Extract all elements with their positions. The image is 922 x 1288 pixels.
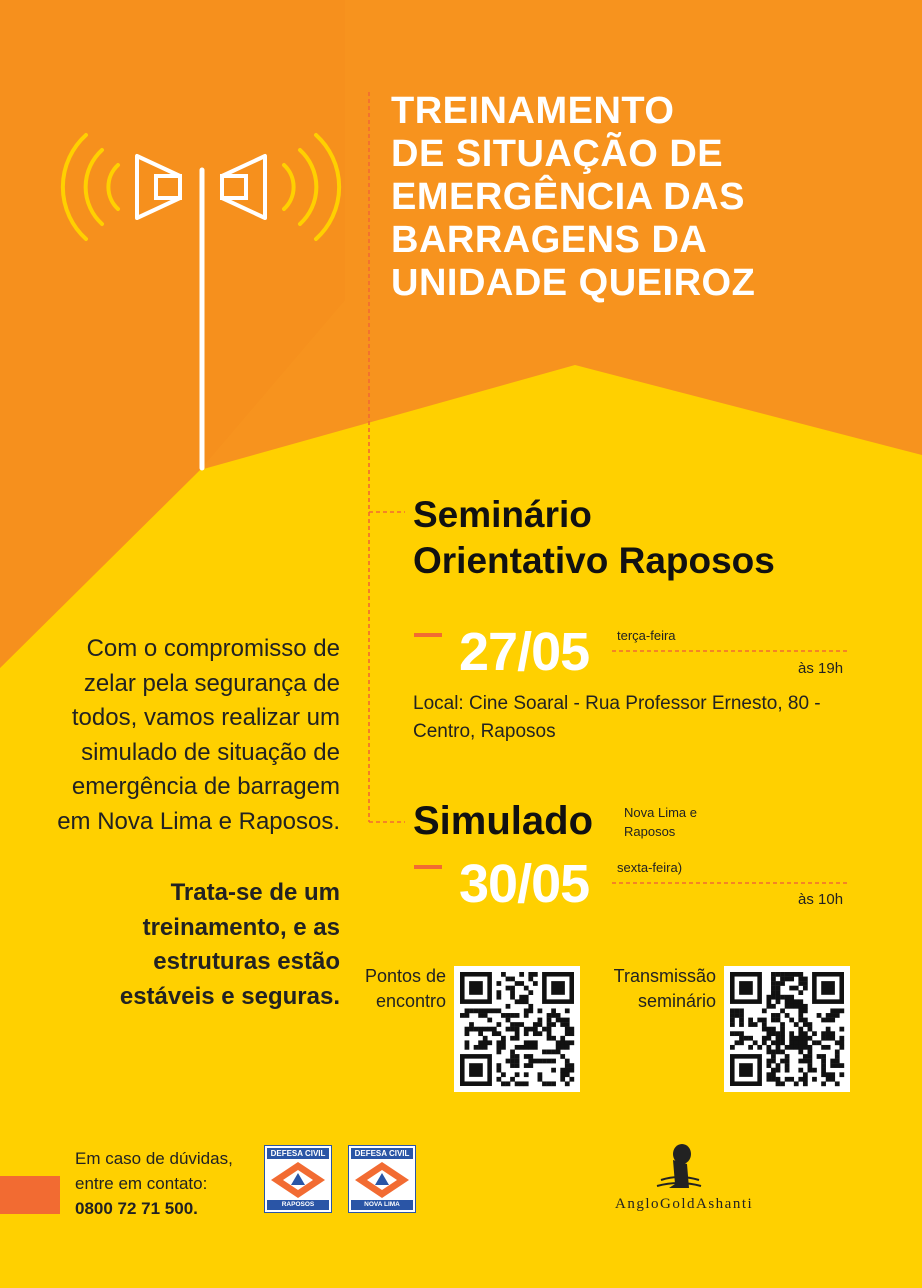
logo-bottom-text: NOVA LIMA (351, 1200, 413, 1210)
qr-label-pontos (360, 964, 446, 1014)
logo-bottom-text: RAPOSOS (267, 1200, 329, 1210)
defesa-civil-raposos-logo (264, 1145, 332, 1213)
simulado-date-dash (414, 865, 442, 869)
reassurance-line: estáveis e seguras. (119, 982, 340, 1010)
simulado-time: às 10h (798, 891, 844, 908)
qr-label-line: seminário (637, 991, 716, 1011)
contact-block (75, 1146, 233, 1221)
qr-label-transmissao (612, 964, 716, 1014)
reassurance-line: treinamento, e as (142, 913, 340, 941)
simulado-location (624, 803, 697, 841)
title-line: EMERGÊNCIA DAS (391, 176, 745, 218)
defesa-civil-emblem-icon (267, 1160, 329, 1200)
contact-line: entre em contato: (75, 1174, 208, 1193)
simulado-title: Simulado (413, 799, 594, 843)
intro-line: simulado de situação de (81, 738, 340, 766)
simulado-location-line: Nova Lima e (624, 805, 697, 820)
qr-label-line: Transmissão (613, 966, 716, 986)
seminario-weekday: terça-feira (617, 628, 676, 643)
intro-line: em Nova Lima e Raposos. (57, 807, 340, 835)
qr-code-icon (454, 966, 580, 1092)
seminario-date-dash (414, 633, 442, 637)
title-line: UNIDADE QUEIROZ (391, 262, 756, 304)
seminario-title (413, 492, 775, 584)
title-line: BARRAGENS DA (391, 219, 708, 261)
lion-logo-icon (655, 1140, 703, 1192)
intro-line: Com o compromisso de (86, 635, 340, 662)
seminario-title-line: Seminário (413, 494, 592, 535)
intro-paragraph (40, 632, 340, 839)
qr-label-line: encontro (375, 991, 446, 1011)
simulado-date: 30/05 (459, 854, 590, 914)
logo-top-text: DEFESA CIVIL (267, 1148, 329, 1159)
contact-line: Em caso de dúvidas, (75, 1149, 233, 1168)
intro-line: zelar pela segurança de (83, 669, 340, 697)
defesa-civil-nova-lima-logo (348, 1145, 416, 1213)
intro-line: emergência de barragem (71, 773, 340, 800)
seminario-location: Local: Cine Soaral - Rua Professor Ernesto, 80 - Centro, Raposos (413, 693, 821, 742)
title-line: DE SITUAÇÃO DE (391, 133, 724, 175)
seminario-time: às 19h (798, 660, 844, 677)
qr-code-transmissao[interactable] (724, 966, 850, 1092)
seminario-title-line: Orientativo Raposos (413, 540, 775, 581)
simulado-weekday: sexta-feira) (617, 860, 683, 875)
logo-top-text: DEFESA CIVIL (351, 1148, 413, 1159)
qr-label-line: Pontos de (364, 966, 446, 986)
contact-phone[interactable]: 0800 72 71 500. (75, 1199, 198, 1218)
seminario-date: 27/05 (459, 622, 590, 682)
qr-code-pontos[interactable] (454, 966, 580, 1092)
title-line: TREINAMENTO (391, 90, 675, 132)
orange-shade-shape (0, 0, 345, 668)
footer-orange-tab (0, 1176, 60, 1214)
defesa-civil-emblem-icon (351, 1160, 413, 1200)
simulado-location-line: Raposos (624, 824, 676, 839)
poster-title (391, 90, 755, 305)
reassurance-paragraph (40, 876, 340, 1014)
intro-line: todos, vamos realizar um (71, 704, 340, 731)
brand-name: AngloGoldAshanti (615, 1196, 754, 1212)
qr-code-icon (724, 966, 850, 1092)
reassurance-line: Trata-se de um (170, 879, 340, 906)
reassurance-line: estruturas estão (153, 948, 340, 975)
